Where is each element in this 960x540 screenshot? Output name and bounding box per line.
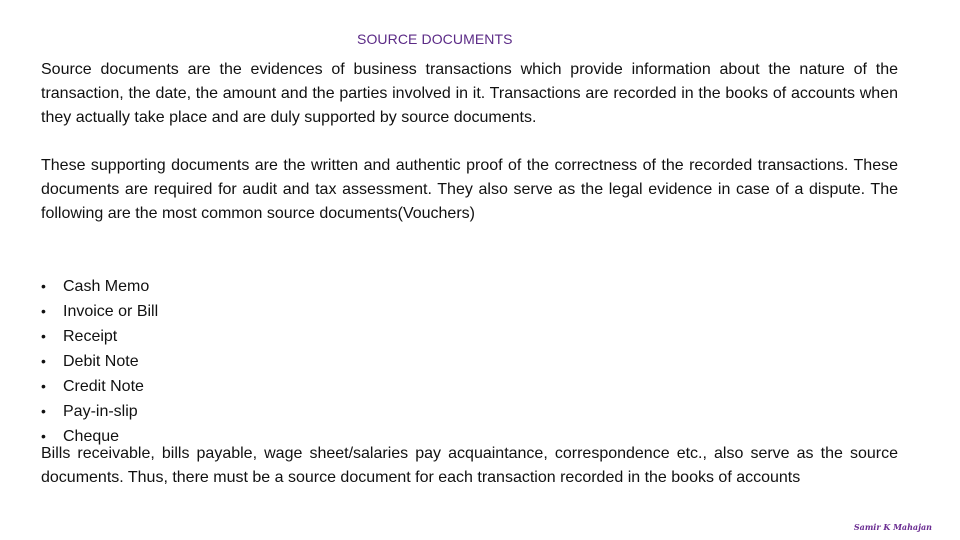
bullet-icon: •	[41, 303, 46, 319]
list-item	[41, 349, 158, 374]
list-item-label: Cheque	[63, 428, 120, 445]
bullet-icon: •	[41, 428, 46, 444]
bullet-icon: •	[41, 403, 46, 419]
list-item-label: Credit Note	[63, 378, 144, 395]
intro-paragraph: Source documents are the evidences of business transactions which provide information about the nature of the transaction, the date, the amount and the parties involved in it. Transactions are recorded in the books of accounts when they actually take place and are duly supported by source documents.	[41, 61, 898, 126]
list-item-label: Cash Memo	[63, 278, 150, 295]
list-item	[41, 274, 158, 299]
supporting-paragraph: These supporting documents are the written and authentic proof of the correctness of the recorded transactions. These documents are required for audit and tax assessment. They also serve as the legal evidence in case of a dispute. The following are the most common source documents(Vouchers)	[41, 157, 898, 222]
bullet-icon: •	[41, 278, 46, 294]
list-item	[41, 324, 158, 349]
list-item	[41, 399, 158, 424]
bullet-icon: •	[41, 378, 46, 394]
list-item	[41, 374, 158, 399]
closing-paragraph: Bills receivable, bills payable, wage sheet/salaries pay acquaintance, correspondence etc., also serve as the source documents. Thus, there must be a source document for each transaction recorded in the books of accounts	[41, 445, 898, 486]
bullet-icon: •	[41, 353, 46, 369]
list-item-label: Debit Note	[63, 353, 139, 370]
list-item-label: Pay-in-slip	[63, 403, 138, 420]
author-signature: Samir K Mahajan	[853, 522, 932, 532]
list-item	[41, 299, 158, 324]
list-item-label: Invoice or Bill	[63, 303, 159, 320]
source-documents-list	[41, 274, 158, 449]
bullet-icon: •	[41, 328, 46, 344]
slide-title: SOURCE DOCUMENTS	[357, 31, 513, 47]
list-item-label: Receipt	[63, 328, 118, 345]
